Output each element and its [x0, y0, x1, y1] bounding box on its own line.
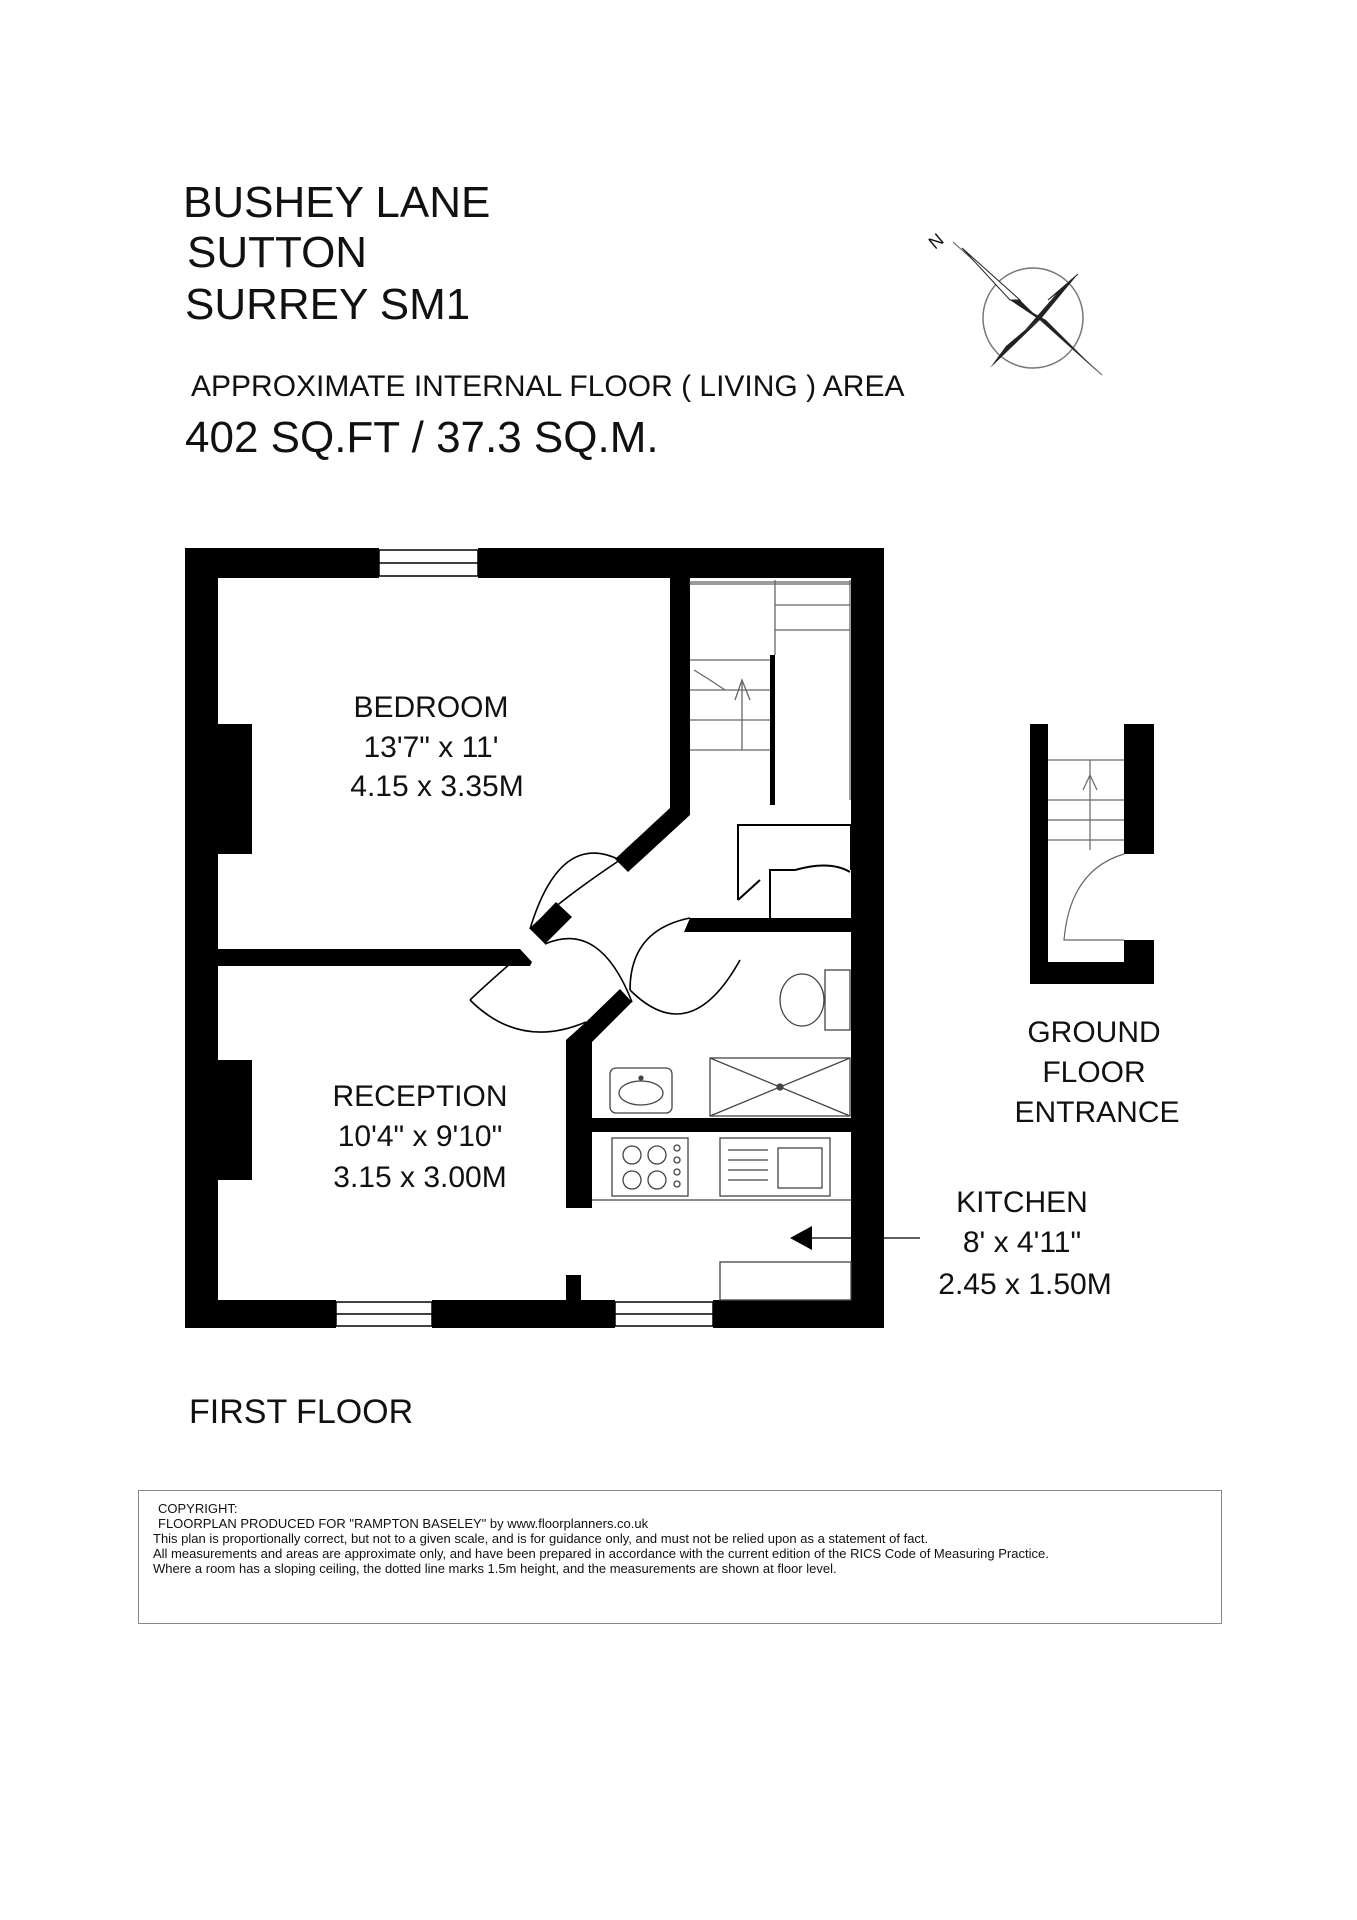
- reception-name: RECEPTION: [332, 1080, 508, 1113]
- ground-floor-line-2: FLOOR: [1042, 1056, 1146, 1089]
- cistern-icon: [825, 970, 850, 1030]
- copyright-line-4: Where a room has a sloping ceiling, the dotted line marks 1.5m height, and the measurements are shown at floor level.: [153, 1561, 837, 1576]
- bedroom-imperial: 13'7" x 11': [363, 731, 499, 764]
- reception-metric: 3.15 x 3.00M: [333, 1161, 507, 1194]
- bathroom-fixtures: [610, 970, 850, 1116]
- bedroom-metric: 4.15 x 3.35M: [350, 770, 524, 803]
- sink-icon: [720, 1138, 830, 1196]
- compass-north-label: N: [924, 229, 948, 254]
- kitchen-name: KITCHEN: [956, 1186, 1088, 1219]
- compass-icon: [925, 229, 1102, 375]
- floor-label: FIRST FLOOR: [189, 1393, 414, 1431]
- ground-floor-line-1: GROUND: [1027, 1016, 1161, 1049]
- area-label: APPROXIMATE INTERNAL FLOOR ( LIVING ) AREA: [191, 370, 905, 403]
- kitchen-imperial: 8' x 4'11": [962, 1226, 1082, 1259]
- exterior-walls: [185, 548, 884, 1328]
- area-value: 402 SQ.FT / 37.3 SQ.M.: [185, 413, 659, 462]
- worktop-icon: [720, 1262, 851, 1300]
- copyright-line-3: All measurements and areas are approximate only, and have been prepared in accordance with the current edition of the RICS Code of Measuring Practice.: [153, 1546, 1049, 1561]
- copyright-box: [138, 1490, 1222, 1624]
- kitchen-arrow-icon: [790, 1226, 812, 1250]
- copyright-line-1: FLOORPLAN PRODUCED FOR "RAMPTON BASELEY" by www.floorplanners.co.uk: [158, 1516, 649, 1531]
- reception-imperial: 10'4" x 9'10": [337, 1120, 503, 1153]
- address-line-3: SURREY SM1: [185, 280, 471, 329]
- address-line-2: SUTTON: [187, 228, 368, 277]
- toilet-icon: [780, 974, 824, 1026]
- ground-floor-line-3: ENTRANCE: [1014, 1096, 1180, 1129]
- bedroom-name: BEDROOM: [353, 691, 509, 724]
- interior-walls: [218, 578, 851, 1300]
- copyright-line-2: This plan is proportionally correct, but not to a given scale, and is for guidance only, and must not be relied upon as a statement of fact.: [153, 1531, 929, 1546]
- address-line-1: BUSHEY LANE: [183, 178, 491, 227]
- hall-cupboard: [738, 825, 851, 918]
- copyright-heading: COPYRIGHT:: [158, 1501, 238, 1516]
- windows: [336, 550, 713, 1326]
- kitchen-metric: 2.45 x 1.50M: [938, 1268, 1112, 1301]
- ground-floor-entrance-plan: [1030, 724, 1154, 984]
- room-labels: [332, 691, 1179, 1301]
